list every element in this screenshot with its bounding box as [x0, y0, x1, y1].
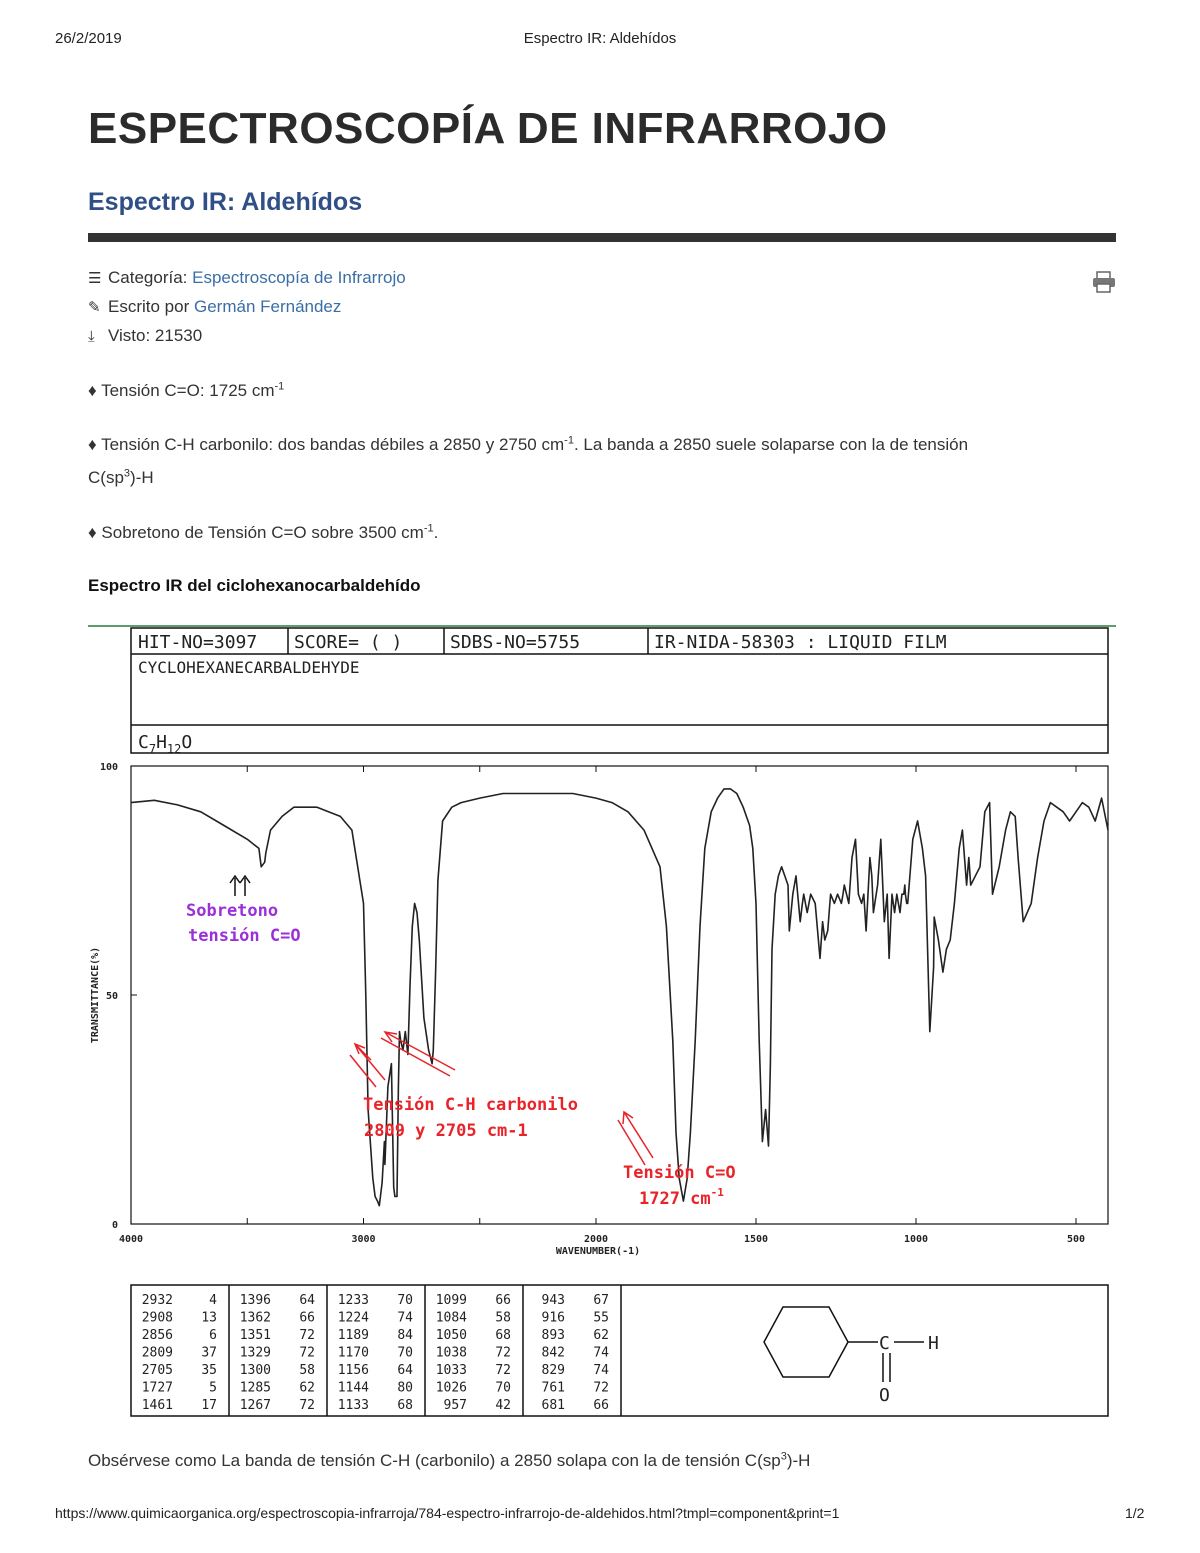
co-label-1: Tensión C=O	[623, 1163, 736, 1183]
peak-transmittance: 6	[209, 1328, 217, 1343]
peak-transmittance: 66	[299, 1310, 315, 1326]
x-axis-label: WAVENUMBER(-1)	[555, 1246, 641, 1257]
y-tick-label: 100	[99, 762, 118, 773]
bullet-overtone: ♦ Sobretono de Tensión C=O sobre 3500 $cm^{-1}$.	[88, 522, 439, 542]
peak-transmittance: 74	[593, 1363, 609, 1378]
peak-wavenumber: 1267	[239, 1398, 271, 1413]
pencil-icon: ✎	[88, 299, 101, 316]
y-tick-label: 0	[111, 1220, 118, 1231]
peak-wavenumber: 1224	[337, 1310, 369, 1326]
page-heading: ESPECTROSCOPÍA DE INFRARROJO	[88, 104, 888, 153]
peak-wavenumber: 943	[541, 1293, 565, 1308]
peak-wavenumber: 2705	[141, 1363, 173, 1378]
heading-rule	[88, 233, 1116, 242]
peak-wavenumber: 1329	[239, 1345, 271, 1361]
peak-transmittance: 84	[397, 1328, 413, 1343]
peak-transmittance: 80	[397, 1380, 413, 1396]
peak-transmittance: 64	[299, 1293, 315, 1308]
peak-wavenumber: 2809	[141, 1345, 173, 1361]
peak-wavenumber: 1026	[435, 1380, 467, 1396]
peak-transmittance: 58	[299, 1363, 315, 1378]
peak-wavenumber: 1233	[337, 1293, 369, 1308]
spectrum-line	[131, 789, 1108, 1206]
peak-transmittance: 72	[495, 1363, 511, 1378]
structure-c: C	[879, 1333, 890, 1354]
ch-label-2: 2809 y 2705 cm-1	[364, 1121, 528, 1141]
cyclohexanecarbaldehyde-structure	[764, 1307, 924, 1382]
peak-transmittance: 72	[593, 1380, 609, 1396]
peak-wavenumber: 1156	[337, 1363, 369, 1378]
compound-name: CYCLOHEXANECARBALDEHYDE	[138, 658, 360, 677]
peak-wavenumber: 1033	[435, 1363, 467, 1378]
peak-wavenumber: 681	[541, 1398, 565, 1413]
peak-wavenumber: 957	[443, 1398, 467, 1413]
x-tick-label: 500	[1066, 1234, 1086, 1245]
peak-wavenumber: 1461	[141, 1398, 173, 1413]
peak-wavenumber: 1189	[337, 1328, 369, 1343]
print-icon	[1091, 271, 1117, 293]
peak-transmittance: 70	[397, 1345, 413, 1361]
co-label-2: 1727 $cm^{-1}$	[639, 1186, 724, 1209]
peak-transmittance: 66	[495, 1293, 511, 1308]
ir-spectrum-figure	[88, 620, 1118, 1425]
peak-transmittance: 37	[201, 1345, 217, 1361]
bullet-co-stretch: ♦ Tensión C=O: 1725 $cm^{-1}$	[88, 380, 285, 400]
peak-transmittance: 72	[299, 1345, 315, 1361]
peak-transmittance: 74	[397, 1310, 413, 1326]
closing-note: Obsérvese como La banda de tensión C-H (carbonilo) a 2850 solapa con la de tensión $C(sp^3)-H$	[88, 1450, 811, 1470]
peak-wavenumber: 829	[541, 1363, 565, 1378]
peak-wavenumber: 1099	[435, 1293, 467, 1308]
peak-transmittance: 62	[593, 1328, 609, 1343]
molecular-formula: $C_7H_{12}O$	[138, 732, 193, 756]
peak-wavenumber: 2908	[141, 1310, 173, 1326]
peak-wavenumber: 1727	[141, 1380, 173, 1396]
spectrum-header-box	[131, 628, 1108, 753]
print-url: https://www.quimicaorganica.org/espectroscopia-infrarroja/784-espectro-infrarrojo-de-aldehidos.html?tmpl=component&print=1	[55, 1505, 840, 1521]
download-icon: ⤓	[88, 328, 95, 345]
peak-transmittance: 72	[299, 1398, 315, 1413]
nida-no: IR-NIDA-58303 : LIQUID FILM	[654, 632, 947, 653]
peak-wavenumber: 1144	[337, 1380, 369, 1396]
author-link[interactable]: Germán Fernández	[193, 297, 342, 316]
peak-table-frame	[131, 1285, 1108, 1416]
peak-transmittance: 66	[593, 1398, 609, 1413]
peak-transmittance: 70	[495, 1380, 511, 1396]
peak-wavenumber: 842	[541, 1345, 565, 1361]
print-title: Espectro IR: Aldehídos	[523, 30, 677, 47]
peak-transmittance: 70	[397, 1293, 413, 1308]
peak-transmittance: 42	[495, 1398, 511, 1413]
score: SCORE= ( )	[294, 632, 403, 653]
peak-wavenumber: 1300	[239, 1363, 271, 1378]
category-link[interactable]: Espectroscopía de Infrarrojo	[192, 268, 406, 287]
peak-wavenumber: 893	[541, 1328, 565, 1343]
ch-stretch-annotation	[350, 1032, 578, 1141]
overtone-label-1: Sobretono	[186, 901, 279, 921]
peak-wavenumber: 1170	[337, 1345, 369, 1361]
peak-wavenumber: 761	[541, 1380, 565, 1396]
ch-label-1: Tensión C-H carbonilo	[363, 1095, 578, 1115]
peak-transmittance: 64	[397, 1363, 413, 1378]
structure-h: H	[928, 1333, 939, 1354]
peak-transmittance: 13	[201, 1310, 217, 1326]
x-tick-label: 4000	[118, 1234, 144, 1245]
print-page-number: 1/2	[1125, 1505, 1145, 1521]
x-tick-label: 1000	[903, 1234, 929, 1245]
structure-o: O	[879, 1385, 890, 1406]
peak-transmittance: 58	[495, 1310, 511, 1326]
views-line: ⤓ Visto: 21530	[88, 326, 203, 345]
peak-transmittance: 17	[201, 1398, 217, 1413]
peak-wavenumber: 1038	[435, 1345, 467, 1361]
list-icon: ☰	[88, 270, 102, 287]
overtone-annotation	[186, 876, 301, 946]
author-line: ✎ Escrito por Germán Fernández	[88, 297, 342, 316]
bullet-ch-stretch: ♦ Tensión C-H carbonilo: dos bandas débiles a 2850 y 2750 $cm^{-1}$. La banda a 2850 suele solaparse con la de tensión $C(sp^3)-H$	[88, 434, 969, 487]
peak-transmittance: 74	[593, 1345, 609, 1361]
peak-transmittance: 55	[593, 1310, 609, 1326]
peak-transmittance: 72	[495, 1345, 511, 1361]
peak-transmittance: 68	[397, 1398, 413, 1413]
overtone-label-2: tensión C=O	[188, 926, 301, 946]
peak-wavenumber: 1050	[435, 1328, 467, 1343]
x-tick-label: 3000	[351, 1234, 376, 1245]
peak-wavenumber: 2932	[141, 1293, 173, 1308]
peak-wavenumber: 1133	[337, 1398, 369, 1413]
y-axis-label: TRANSMITTANCE(%)	[90, 946, 101, 1044]
y-tick-label: 50	[105, 991, 118, 1002]
peak-transmittance: 67	[593, 1293, 609, 1308]
peak-wavenumber: 1084	[435, 1310, 467, 1326]
co-stretch-annotation	[618, 1112, 736, 1209]
peak-transmittance: 5	[209, 1380, 217, 1396]
spectrum-title: Espectro IR del ciclohexanocarbaldehído	[88, 576, 421, 595]
print-button[interactable]	[1091, 271, 1117, 298]
category-line: ☰ Categoría: Espectroscopía de Infrarrojo	[88, 268, 406, 287]
peak-transmittance: 68	[495, 1328, 511, 1343]
peak-wavenumber: 916	[541, 1310, 565, 1326]
peak-wavenumber: 1351	[239, 1328, 271, 1343]
peak-wavenumber: 1285	[239, 1380, 271, 1396]
page-subheading: Espectro IR: Aldehídos	[88, 188, 363, 216]
peak-wavenumber: 2856	[141, 1328, 173, 1343]
x-tick-label: 2000	[583, 1234, 609, 1245]
sdbs-no: SDBS-NO=5755	[450, 632, 581, 653]
peak-wavenumber: 1396	[239, 1293, 271, 1308]
peak-wavenumber: 1362	[239, 1310, 271, 1326]
print-date: 26/2/2019	[55, 30, 122, 47]
peak-transmittance: 35	[201, 1363, 217, 1378]
peak-transmittance: 62	[299, 1380, 315, 1396]
peak-transmittance: 72	[299, 1328, 315, 1343]
peak-transmittance: 4	[209, 1293, 217, 1308]
x-tick-label: 1500	[743, 1234, 769, 1245]
hit-no: HIT-NO=3097	[138, 632, 258, 653]
